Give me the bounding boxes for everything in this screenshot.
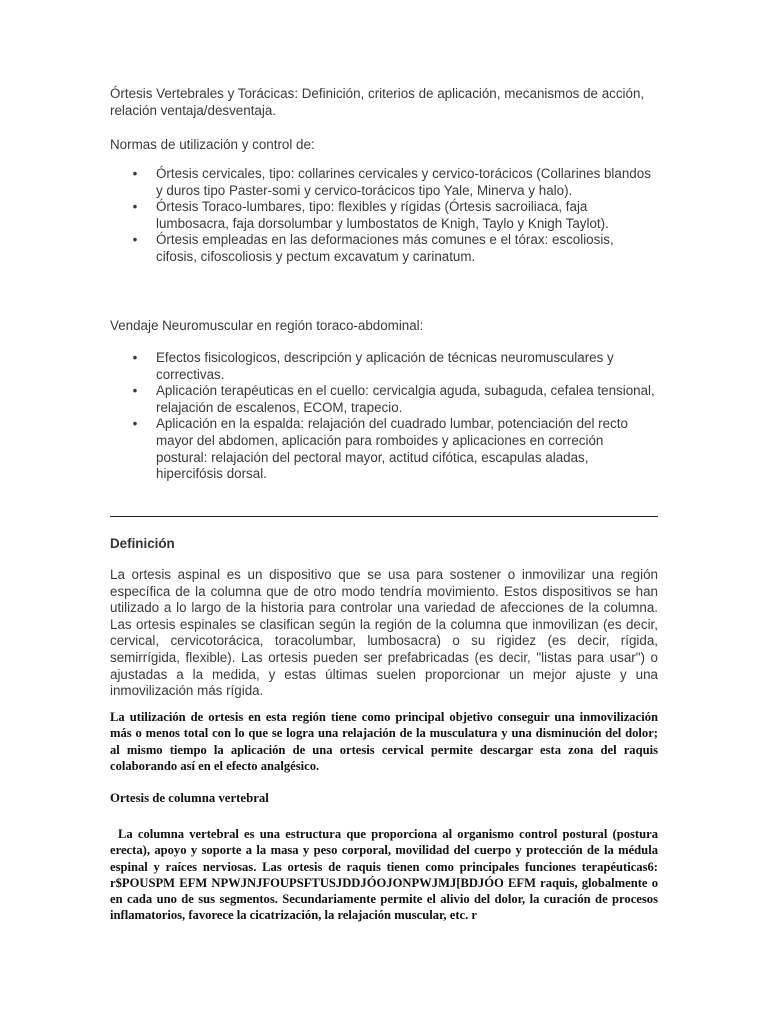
list-item	[110, 383, 658, 416]
vendaje-label: Vendaje Neuromuscular en región toraco-abdominal:	[110, 318, 424, 333]
bullet-icon: •	[132, 350, 138, 365]
list-item	[110, 232, 658, 265]
bullet-icon: •	[132, 232, 138, 248]
ortesis-list	[110, 166, 658, 266]
intro-paragraph: Órtesis Vertebrales y Torácicas: Definición, criterios de aplicación, mecanismos de acción, relación ventaja/desventaja.	[110, 86, 645, 118]
list-item-text: Aplicación en la espalda: relajación del cuadrado lumbar, potenciación del recto mayor del abdomen, aplicación para romboides y aplicaciones en correción postural: relajación del pectoral mayor, actitud cifótica, escapulas aladas, hipercifósis dorsal.	[156, 416, 628, 482]
columna-paragraph: La columna vertebral es una estructura que proporciona al organismo control postural (postura erecta), apoyo y soporte a la masa y peso corporal, movilidad del cuerpo y protección de la médula espinal y raíces nerviosas. Las ortesis de raquis tienen como principales funciones terapéuticas6: r$POUSPM EFM NPWJNJFOUPSFTUSJDDJÓOJONPWJMJ[BDJÓO EFM raquis, globalmente o en cada uno de sus segmentos. Secundariamente permite el alivio del dolor, la curación de procesos inflamatorios, favorece la cicatrización, la relajación muscular, etc. r	[110, 827, 658, 923]
list-item	[110, 199, 658, 232]
bullet-icon: •	[132, 383, 138, 399]
list-item	[110, 166, 658, 199]
list-item-text: Órtesis Toraco-lumbares, tipo: flexibles y rígidas (Órtesis sacroiliaca, faja lumbosacra, faja dorsolumbar y lumbostatos de Knigh, Taylo y Knigh Taylot).	[156, 199, 609, 231]
bullet-icon: •	[132, 416, 138, 432]
list-item-text: Aplicación terapéuticas en el cuello: cervicalgia aguda, subaguda, cefalea tensional, relajación de escalenos, ECOM, trapecio.	[156, 383, 655, 415]
section-heading-columna: Ortesis de columna vertebral	[110, 791, 269, 805]
list-item-text: Órtesis cervicales, tipo: collarines cervicales y cervico-torácicos (Collarines blandos y duros tipo Paster-somi y cervico-torácicos tipo Yale, Minerva y halo).	[156, 166, 651, 198]
bullet-icon: •	[132, 199, 138, 215]
horizontal-divider	[110, 516, 658, 517]
vendaje-list	[110, 350, 658, 483]
definicion-paragraph: La ortesis aspinal es un dispositivo que se usa para sostener o inmovilizar una región específica de la columna que de otro modo tendría movimiento. Estos dispositivos se han utilizado a lo largo de la historia para controlar una variedad de afecciones de la columna. Las ortesis espinales se clasifican según la región de la columna que inmovilizan (es decir, cervical, cervicotorácica, toracolumbar, lumbosacra) o su rigidez (es decir, rígida, semirrígida, flexible). Las ortesis pueden ser prefabricadas (es decir, "listas para usar") o ajustadas a la medida, y estas últimas suelen proporcionar un mejor ajuste y una inmovilización más rígida.	[110, 567, 658, 699]
list-item-text: Efectos fisicologicos, descripción y aplicación de técnicas neuromusculares y correctivas.	[156, 350, 614, 382]
section-heading-definicion: Definición	[110, 536, 175, 551]
list-item	[110, 416, 658, 482]
list-item	[110, 350, 658, 383]
normas-label: Normas de utilización y control de:	[110, 137, 315, 152]
list-item-text: Órtesis empleadas en las deformaciones más comunes e el tórax: escoliosis, cifosis, cifoscoliosis y pectum excavatum y carinatum.	[156, 232, 614, 264]
utilizacion-paragraph: La utilización de ortesis en esta región tiene como principal objetivo conseguir una inmovilización más o menos total con lo que se logra una relajación de la musculatura y una disminución del dolor; al mismo tiempo la aplicación de una ortesis cervical permite descargar esta zona del raquis colaborando así en el efecto analgésico.	[110, 710, 658, 773]
bullet-icon: •	[132, 166, 138, 181]
